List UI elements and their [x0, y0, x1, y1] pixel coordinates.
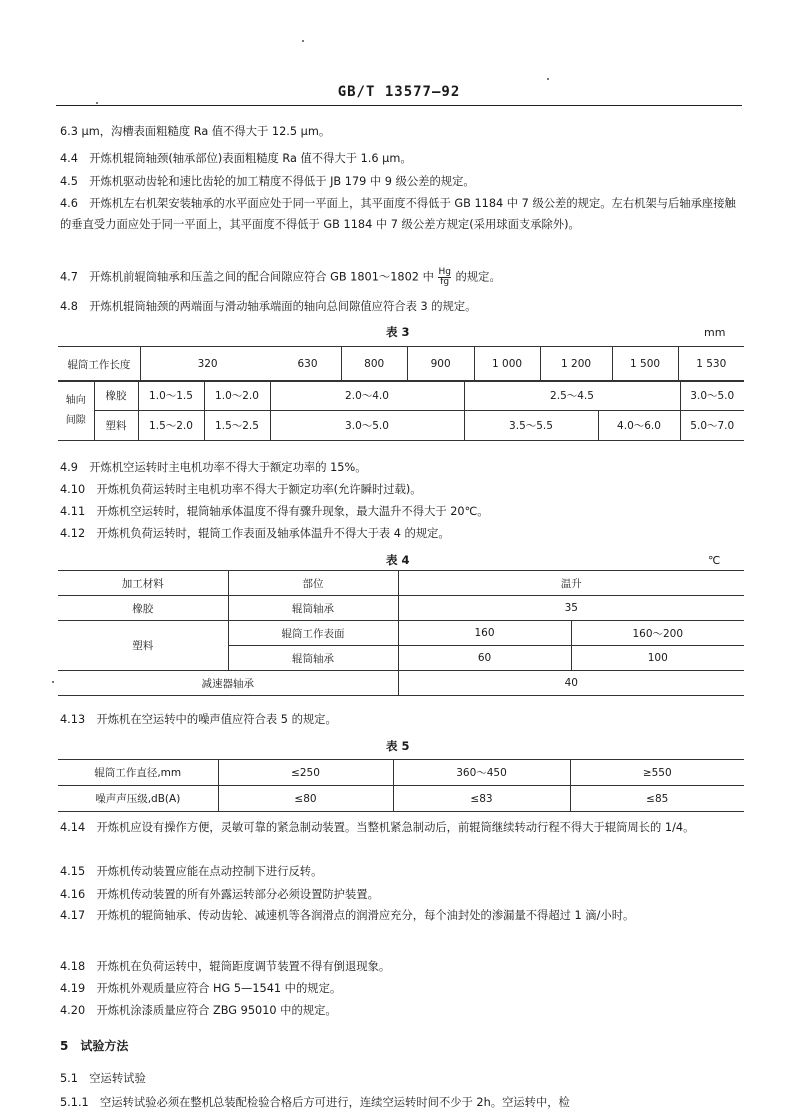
table3-header-label: 辊筒工作长度 [58, 347, 140, 382]
table4-value: 100 [571, 646, 744, 671]
table3-cell: 1.5～2.5 [204, 411, 270, 441]
table3-length: 800 [341, 347, 407, 382]
table3-length: 630 [274, 347, 341, 382]
fit-denominator: fg [440, 277, 450, 287]
para-4-7 [60, 268, 742, 287]
table5-row-label: 噪声声压级,dB(A) [58, 786, 218, 812]
para-4-10: 4.10 开炼机负荷运转时主电机功率不得大于额定功率(允许瞬时过载)。 [60, 483, 422, 496]
table4-value: 35 [398, 596, 744, 621]
table3-cell: 2.0～4.0 [270, 381, 464, 411]
scan-speck [96, 102, 98, 104]
para-4-14: 4.14 开炼机应设有操作方便，灵敏可靠的紧急制动装置。当整机紧急制动后，前辊筒继续转动行程不得大于辊筒周长的 1/4。 [60, 821, 695, 834]
table3-row-group: 轴向间隙 [58, 381, 94, 441]
table4-material: 塑料 [58, 621, 228, 671]
table3-cell: 5.0～7.0 [680, 411, 744, 441]
fit-fraction [438, 268, 450, 287]
para-4-20: 4.20 开炼机涂漆质量应符合 ZBG 95010 中的规定。 [60, 1004, 337, 1017]
table3-cell: 4.0～6.0 [598, 411, 680, 441]
table4-value: 40 [398, 671, 744, 696]
table3-cell: 1.0～2.0 [204, 381, 270, 411]
table3-length: 1 500 [612, 347, 678, 382]
table3-length: 1 530 [678, 347, 744, 382]
table4-header: 部位 [228, 571, 398, 596]
section-5-1-heading: 5.1 空运转试验 [60, 1072, 146, 1085]
table3-cell: 2.5～4.5 [464, 381, 680, 411]
table5-row-label: 辊筒工作直径,mm [58, 760, 218, 786]
table4-header: 加工材料 [58, 571, 228, 596]
para-4-19: 4.19 开炼机外观质量应符合 HG 5—1541 中的规定。 [60, 982, 342, 995]
table5-cell: 360～450 [393, 760, 570, 786]
table3-title: 表 3 [386, 325, 410, 339]
table4-value: 160～200 [571, 621, 744, 646]
table4-part: 辊筒工作表面 [228, 621, 398, 646]
table4-material: 减速器轴承 [58, 671, 398, 696]
table5-cell: ≥550 [570, 760, 744, 786]
para-4-15: 4.15 开炼机传动装置应能在点动控制下进行反转。 [60, 865, 323, 878]
table5-cell: ≤83 [393, 786, 570, 812]
para-4-7-text: 4.7 开炼机前辊筒轴承和压盖之间的配合间隙应符合 GB 1801～1802 中 [60, 270, 434, 284]
page-header: GB/T 13577—92 [337, 84, 461, 100]
table5-cell: ≤85 [570, 786, 744, 812]
table3-cell: 1.0～1.5 [138, 381, 204, 411]
table3-cell: 3.0～5.0 [270, 411, 464, 441]
para-4-7-tail: 的规定。 [455, 270, 501, 284]
table3-unit: mm [704, 326, 726, 339]
table4-header: 温升 [398, 571, 744, 596]
table3-cell: 3.5～5.5 [464, 411, 598, 441]
table4-unit: ℃ [708, 554, 721, 567]
table5-cell: ≤250 [218, 760, 393, 786]
para-6-3: 6.3 μm，沟槽表面粗糙度 Ra 值不得大于 12.5 μm。 [60, 125, 331, 138]
table3-cell: 1.5～2.0 [138, 411, 204, 441]
para-4-5: 4.5 开炼机驱动齿轮和速比齿轮的加工精度不得低于 JB 179 中 9 级公差的规定。 [60, 175, 475, 188]
table4-part: 辊筒轴承 [228, 646, 398, 671]
table4 [58, 570, 744, 696]
para-4-17: 4.17 开炼机的辊筒轴承、传动齿轮、减速机等各润滑点的润滑应充分，每个油封处的渗漏量不得超过 1 滴/小时。 [60, 909, 635, 922]
table4-title: 表 4 [386, 553, 410, 567]
para-4-18: 4.18 开炼机在负荷运转中，辊筒距度调节装置不得有倒退现象。 [60, 960, 391, 973]
scan-speck [52, 681, 54, 683]
fit-numerator: Hg [438, 267, 451, 277]
para-5-1-1: 5.1.1 空运转试验必须在整机总装配检验合格后方可进行，连续空运转时间不少于 2h。空运转中，检 [60, 1096, 570, 1109]
para-4-13: 4.13 开炼机在空运转中的噪声值应符合表 5 的规定。 [60, 713, 337, 726]
scan-speck [302, 40, 304, 42]
table3-rubber-label: 橡胶 [94, 381, 138, 411]
table3-length: 320 [140, 347, 274, 382]
para-4-16: 4.16 开炼机传动装置的所有外露运转部分必须设置防护装置。 [60, 888, 379, 901]
header-rule [56, 105, 742, 106]
table3-length: 1 200 [540, 347, 612, 382]
table3-length: 900 [407, 347, 474, 382]
table3-plastic-label: 塑料 [94, 411, 138, 441]
para-4-9: 4.9 开炼机空运转时主电机功率不得大于额定功率的 15%。 [60, 461, 367, 474]
table5 [58, 759, 744, 812]
para-4-4: 4.4 开炼机辊筒轴颈(轴承部位)表面粗糙度 Ra 值不得大于 1.6 μm。 [60, 152, 412, 165]
table5-cell: ≤80 [218, 786, 393, 812]
table4-part: 辊筒轴承 [228, 596, 398, 621]
para-4-8: 4.8 开炼机辊筒轴颈的两端面与滑动轴承端面的轴向总间隙值应符合表 3 的规定。 [60, 300, 477, 313]
para-4-6: 4.6 开炼机左右机架安装轴承的水平面应处于同一平面上，其平面度不得低于 GB 1184 中 7 级公差的规定。左右机架与后轴承座接触的垂直受力面应处于同一平面上，其平面度不得低于 GB 1184 中 7 级公差方规定(采用球面支承除外)。 [60, 197, 736, 231]
para-4-12: 4.12 开炼机负荷运转时，辊筒工作表面及轴承体温升不得大于表 4 的规定。 [60, 527, 450, 540]
table4-value: 60 [398, 646, 571, 671]
table5-title: 表 5 [386, 739, 410, 753]
table4-value: 160 [398, 621, 571, 646]
table3-cell: 3.0～5.0 [680, 381, 744, 411]
table3-body [58, 380, 744, 441]
section-5-heading: 5 试验方法 [60, 1039, 129, 1053]
para-4-11: 4.11 开炼机空运转时，辊筒轴承体温度不得有骤升现象，最大温升不得大于 20℃。 [60, 505, 489, 518]
table3-length: 1 000 [474, 347, 540, 382]
scan-speck [547, 78, 549, 80]
table3 [58, 346, 744, 382]
table4-material: 橡胶 [58, 596, 228, 621]
